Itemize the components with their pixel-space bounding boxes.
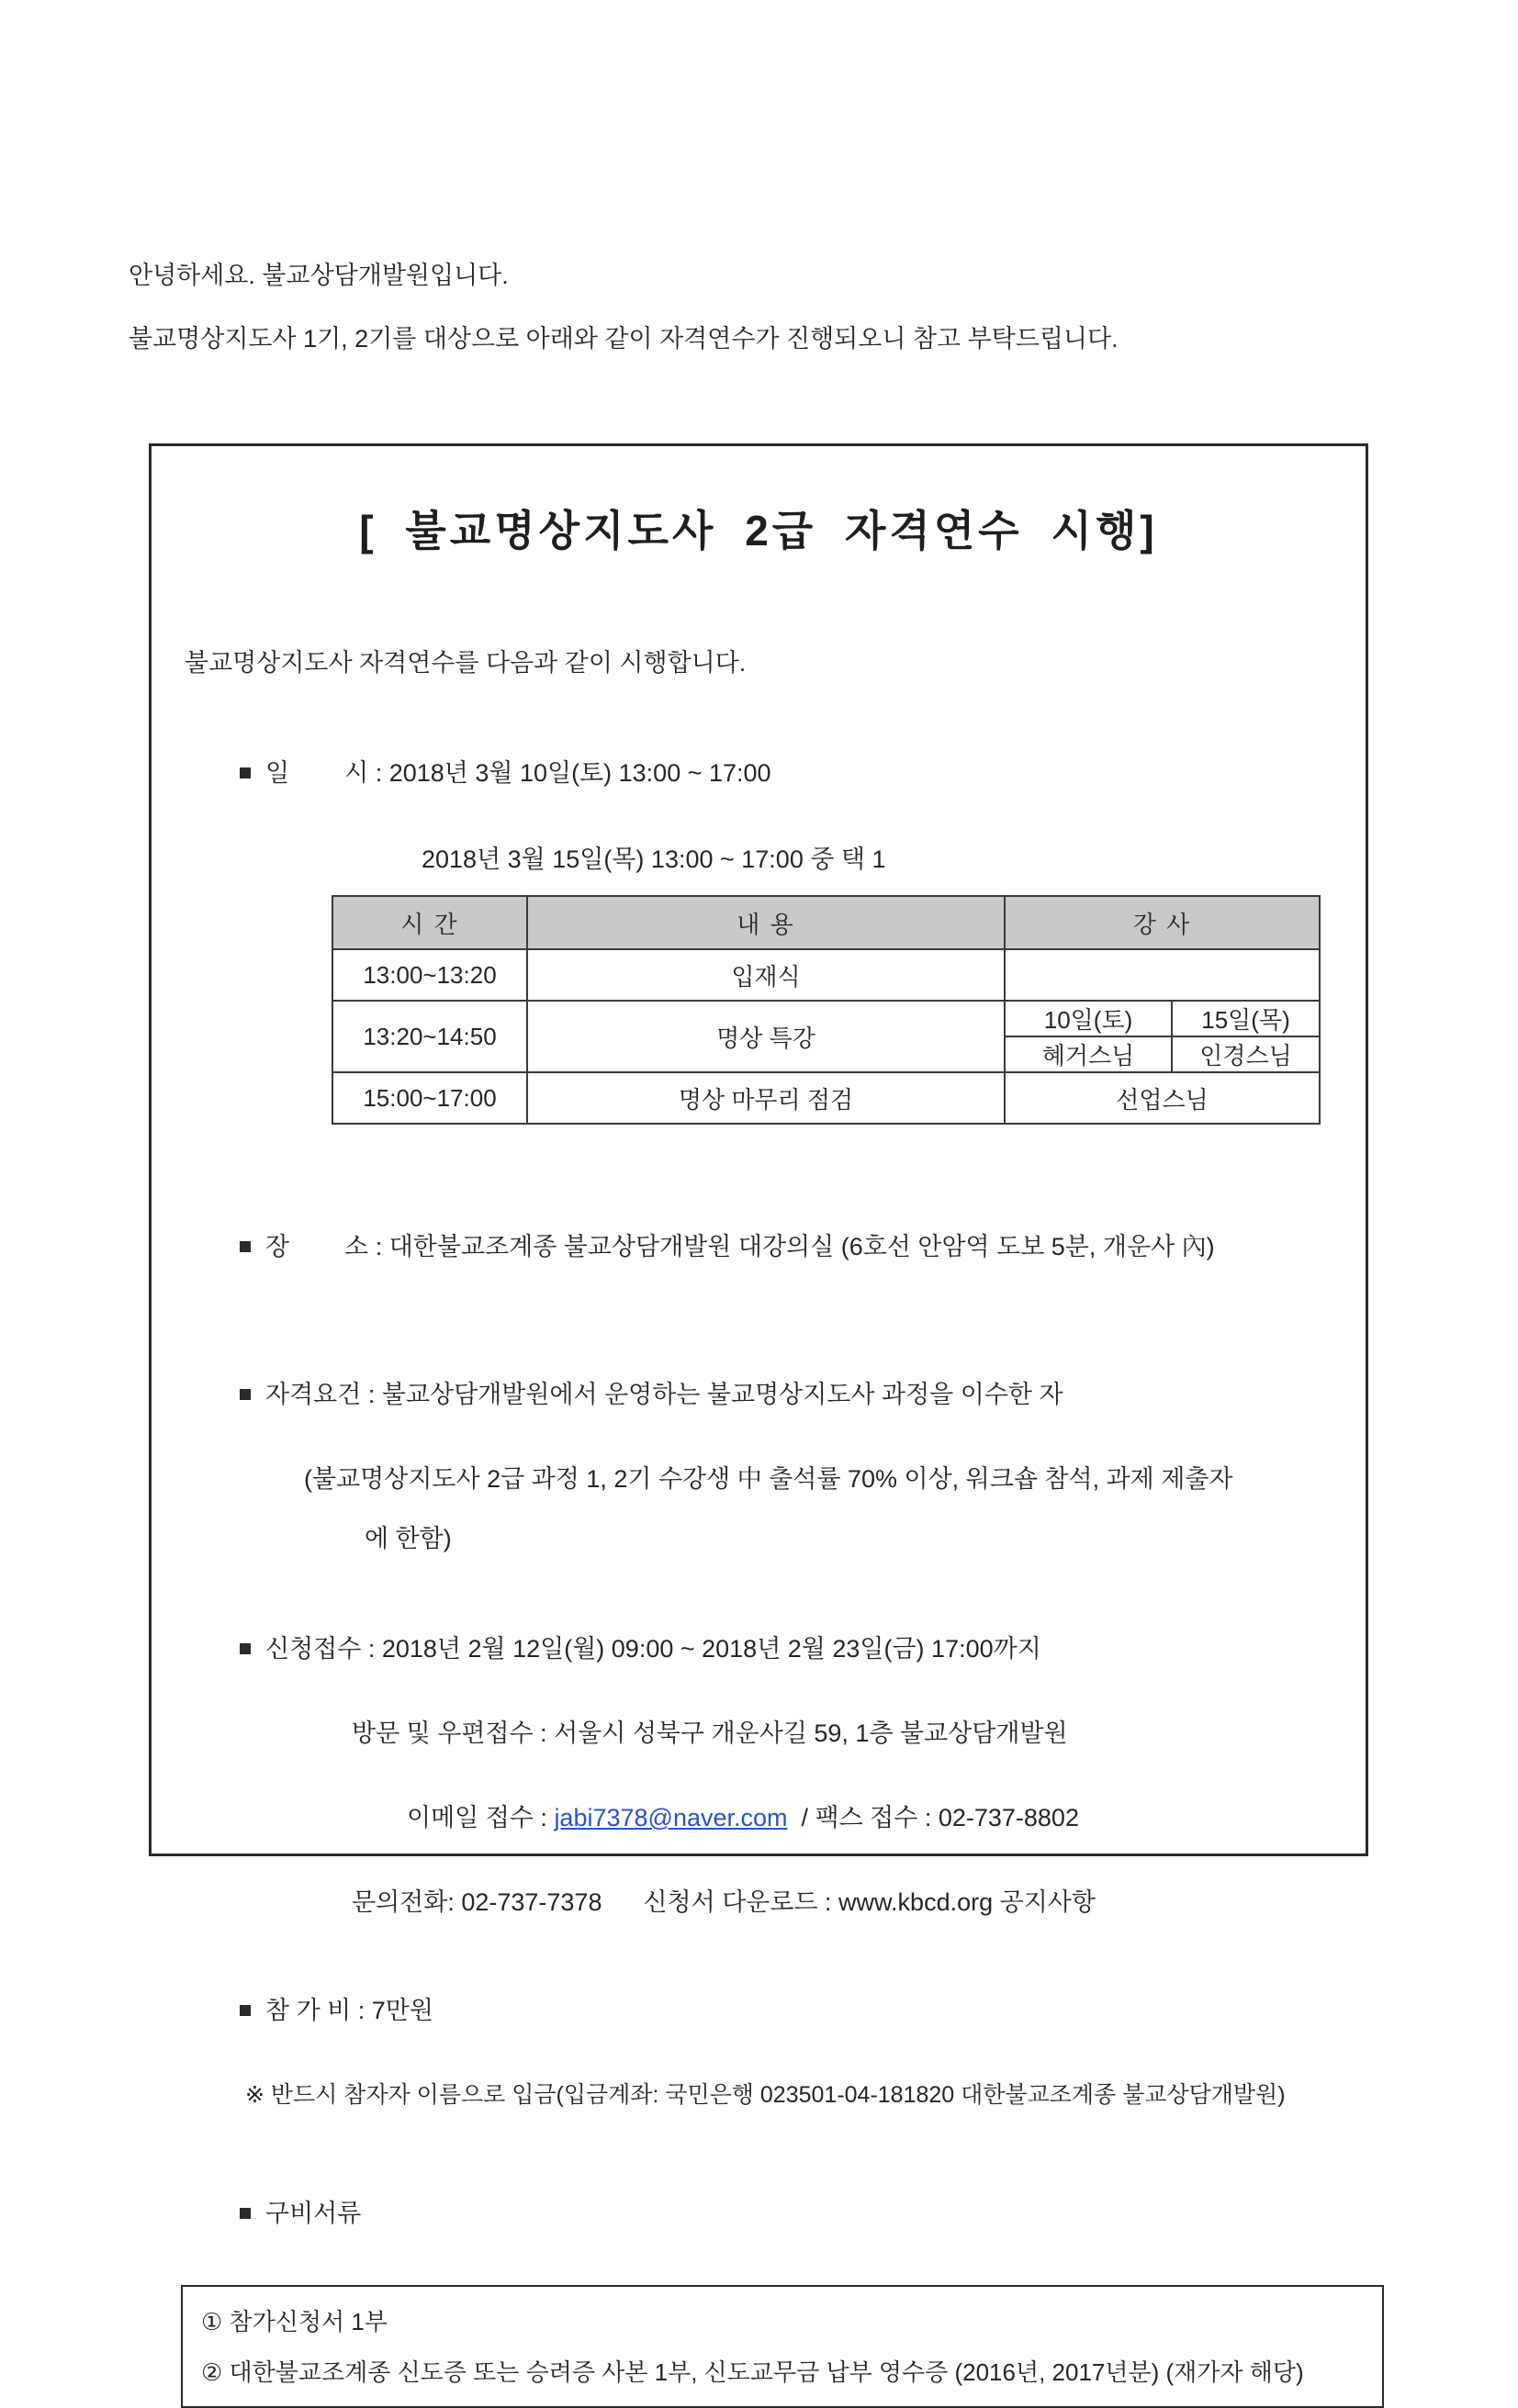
fee-value: 7만원 (371, 1997, 433, 2024)
colon-separator: : (351, 1997, 372, 2024)
apply-email-label: 이메일 접수 : (407, 1804, 555, 1831)
section-place (172, 1198, 1345, 1291)
cell-time-2: 13:20~14:50 (332, 1001, 527, 1072)
header-time: 시 간 (332, 896, 527, 949)
apply-fax: / 팩스 접수 : 02-737-8802 (787, 1804, 1079, 1831)
cell-lecturer-thu: 인경스님 (1172, 1036, 1320, 1072)
cell-time-3: 15:00~17:00 (332, 1072, 527, 1124)
requirement-value-3: 에 한함) (365, 1525, 452, 1552)
fee-deposit-note: ※ 반드시 참자자 이름으로 입금(입금계좌: 국민은행 023501-04-181820 대한불교조계종 불교상담개발원) (245, 2082, 1286, 2108)
bullet-square-icon (240, 1643, 251, 1654)
table-row (332, 949, 1320, 1001)
table-row (332, 1001, 1320, 1036)
apply-visit-mail: 방문 및 우편접수 : 서울시 성북구 개운사길 59, 1층 불교상담개발원 (352, 1719, 1068, 1747)
section-apply (172, 1600, 1345, 1918)
documents-item-2: ② 대한불교조계종 신도증 또는 승려증 사본 1부, 신도교무금 납부 영수증 (2016년, 2017년분) (재가자 해당) (201, 2358, 1304, 2386)
email-link[interactable]: jabi7378@naver.com (554, 1804, 788, 1831)
greeting-paragraph (129, 255, 1119, 354)
colon-separator: : (361, 1635, 382, 1663)
colon-separator: : (361, 1381, 382, 1408)
header-content: 내 용 (527, 896, 1005, 949)
cell-day-thu: 15일(목) (1172, 1001, 1320, 1036)
cell-content-3: 명상 마무리 점검 (527, 1072, 1005, 1124)
requirement-label: 자격요건 (265, 1381, 362, 1408)
table-row (332, 1072, 1320, 1124)
requirement-value-1: 불교상담개발원에서 운영하는 불교명상지도사 과정을 이수한 자 (381, 1381, 1063, 1408)
documents-item-1: ① 참가신청서 1부 (201, 2308, 388, 2335)
colon-separator: : (368, 1233, 389, 1260)
bullet-square-icon (240, 2005, 251, 2016)
apply-phone-download: 문의전화: 02-737-7378 신청서 다운로드 : www.kbcd.org 공지사항 (352, 1888, 1096, 1916)
schedule-table (332, 895, 1321, 1125)
cell-content-1: 입재식 (527, 949, 1005, 1001)
requirement-value-2: (불교명상지도사 2급 과정 1, 2기 수강생 中 출석률 70% 이상, 워크숍 참석, 과제 제출자 (304, 1465, 1233, 1493)
section-datetime (172, 724, 1345, 875)
datetime-value-2: 2018년 3월 15일(목) 13:00 ~ 17:00 중 택 1 (422, 846, 886, 873)
schedule-header-row (332, 896, 1320, 949)
header-lecturer: 강 사 (1005, 896, 1320, 949)
notice-intro: 불교명상지도사 자격연수를 다음과 같이 시행합니다. (185, 649, 747, 677)
documents-box (181, 2285, 1384, 2408)
section-requirement (172, 1346, 1345, 1554)
section-documents (172, 2165, 1345, 2408)
bullet-square-icon (240, 1241, 251, 1252)
cell-lecturer-sat: 혜거스님 (1005, 1036, 1172, 1072)
cell-time-1: 13:00~13:20 (332, 949, 527, 1001)
datetime-value-1: 2018년 3월 10일(토) 13:00 ~ 17:00 (388, 759, 771, 787)
notice-title: [ 불교명상지도사 2급 자격연수 시행] (359, 507, 1158, 554)
documents-label: 구비서류 (265, 2200, 362, 2227)
place-label: 장 소 (265, 1233, 369, 1260)
apply-label: 신청접수 (265, 1635, 362, 1663)
greeting-line-1: 안녕하세요. 불교상담개발원입니다. (129, 262, 509, 289)
bullet-square-icon (240, 2208, 251, 2219)
bullet-square-icon (240, 767, 251, 778)
section-fee (172, 1962, 1345, 2110)
cell-content-2: 명상 특강 (527, 1001, 1005, 1072)
apply-email-line (185, 1769, 1345, 1862)
place-value: 대한불교조계종 불교상담개발원 대강의실 (6호선 안암역 도보 5분, 개운사 內) (388, 1233, 1215, 1260)
apply-period: 2018년 2월 12일(월) 09:00 ~ 2018년 2월 23일(금) 17:00까지 (381, 1635, 1041, 1663)
greeting-line-2: 불교명상지도사 1기, 2기를 대상으로 아래와 같이 자격연수가 진행되오니 참고 부탁드립니다. (129, 325, 1119, 353)
notice-box (149, 443, 1368, 2386)
colon-separator: : (368, 759, 389, 787)
cell-lecturer-3: 선업스님 (1005, 1072, 1320, 1124)
fee-label: 참 가 비 (265, 1997, 352, 2024)
cell-lecturer-1 (1005, 949, 1320, 1001)
cell-day-sat: 10일(토) (1005, 1001, 1172, 1036)
datetime-label: 일 시 (265, 759, 369, 787)
bullet-square-icon (240, 1389, 251, 1400)
